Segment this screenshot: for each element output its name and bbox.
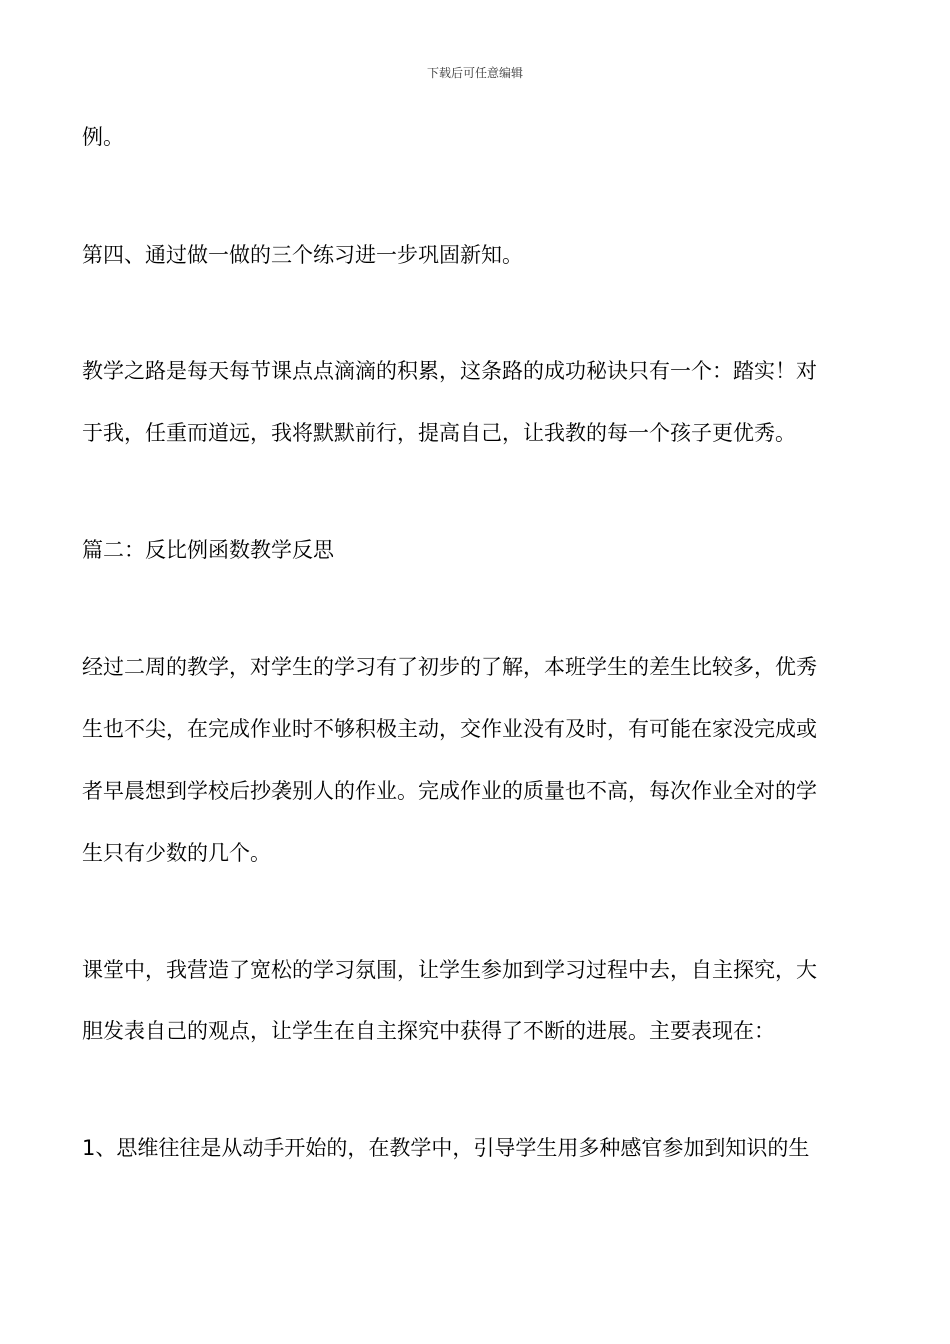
text-line: 胆发表自己的观点，让学生在自主探究中获得了不断的进展。主要表现在： (82, 1019, 775, 1043)
text-line: 者早晨想到学校后抄袭别人的作业。完成作业的质量也不高，每次作业全对的学 (82, 779, 817, 803)
text-line: 生只有少数的几个。 (82, 841, 271, 865)
text-line: 第四、通过做一做的三个练习进一步巩固新知。 (82, 243, 523, 267)
text-line: 1、思维往往是从动手开始的，在教学中，引导学生用多种感官参加到知识的生 (82, 1136, 810, 1160)
text-line: 例。 (82, 125, 124, 149)
page-header: 下载后可任意编辑 (426, 66, 523, 80)
text-line: 教学之路是每天每节课点点滴滴的积累，这条路的成功秘诀只有一个：踏实！对 (82, 359, 817, 383)
text-line: 经过二周的教学，对学生的学习有了初步的了解，本班学生的差生比较多，优秀 (82, 655, 817, 679)
section-heading: 篇二：反比例函数教学反思 (82, 538, 334, 562)
text-line: 于我，任重而道远，我将默默前行，提高自己，让我教的每一个孩子更优秀。 (82, 421, 796, 445)
text-line: 课堂中，我营造了宽松的学习氛围，让学生参加到学习过程中去，自主探究，大 (82, 958, 817, 982)
text-line: 生也不尖，在完成作业时不够积极主动，交作业没有及时，有可能在家没完成或 (82, 717, 817, 741)
